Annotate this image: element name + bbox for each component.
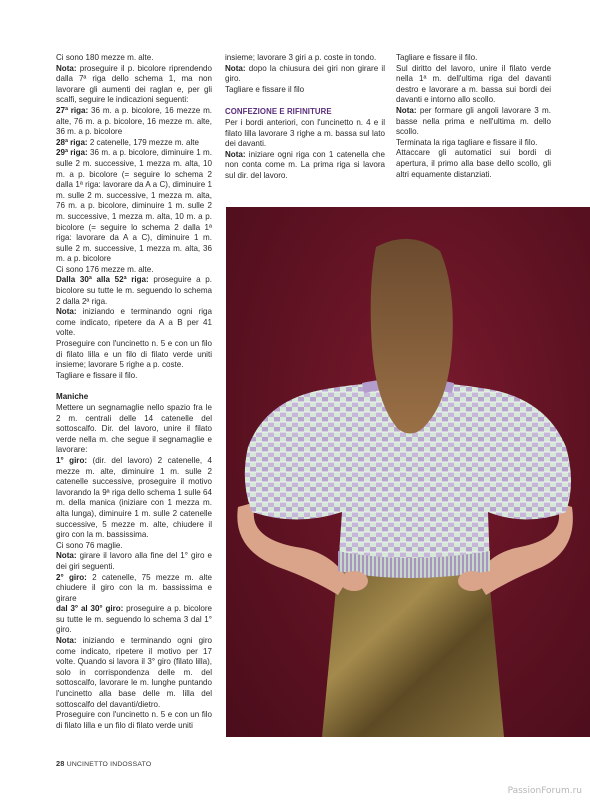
- paragraph: [225, 64, 385, 85]
- paragraph: Sul diritto del lavoro, unire il filato verde nella 1ª m. dell'ultima riga del davanti destro e lavorare a m. bassa sui bordi dei davanti e intorno allo scollo.: [396, 63, 551, 105]
- paragraph-text: 36 m. a p. bicolore, 16 mezze m. alte, 76 m. a p. bicolore, 16 mezze m. alte, 36 m. a p. bicolore: [56, 105, 213, 137]
- row-label: 29ª riga:: [56, 148, 88, 158]
- page-number: 28: [56, 759, 65, 768]
- model-back-illustration: [226, 207, 590, 737]
- round-label: 1° giro:: [56, 455, 88, 465]
- paragraph: [56, 636, 212, 710]
- note-label: Nota:: [225, 63, 246, 73]
- paragraph: Terminata la riga tagliare e fissare il filo.: [396, 137, 538, 147]
- text-column-3: [396, 53, 551, 180]
- paragraph-text: per formare gli angoli lavorare 3 m. basse nella prima e nell'ultima m. dello scollo.: [396, 105, 551, 137]
- paragraph-text: iniziando e terminando ogni riga come indicato, ripetere da A a B per 41 volte.: [56, 307, 212, 338]
- paragraph-text: (dir. del lavoro) 2 catenelle, 4 mezze m. alte, diminuire 1 m. sulle 2 catenelle successive, proseguire il motivo lavorando la 9ª riga dello schema 1 sulle 64 m. della manica (iniziare con 1 mezza m. alta lunga), diminuire 1 m. sulle 2 catenelle successive, 5 mezze m. alte, chiudere il giro con la m. bassissima.: [56, 455, 212, 540]
- note-label: Nota:: [56, 63, 77, 73]
- paragraph: Ci sono 176 mezze m. alte.: [56, 264, 154, 274]
- paragraph: Ci sono 76 maglie.: [56, 540, 123, 550]
- paragraph: [225, 150, 385, 182]
- paragraph: [56, 551, 212, 572]
- paragraph-text: proseguire a p. bicolore su tutte le m. seguendo lo schema 3 dal 1° giro.: [56, 604, 212, 635]
- paragraph: Attaccare gli automatici sui bordi di apertura, il primo alla base dello scollo, gli altri equamente distanziati.: [396, 148, 551, 179]
- paragraph-text: iniziando e terminando ogni giro come indicato, ripetere il motivo per 17 volte. Quando si lavora il 3° giro (filato lilla), solo in corrispondenza delle m. del sottoscalfo, lavorare le m. lunghe puntando l'uncinetto alla base delle m. lilla del sottoscalfo del davanti/dietro.: [56, 636, 212, 709]
- paragraph: [56, 106, 212, 138]
- note-label: Nota:: [56, 551, 77, 561]
- paragraph-text: 2 catenelle, 75 mezze m. alte chiudere il giro con la m. bassissima e girare: [56, 572, 213, 603]
- paragraph: Ci sono 180 mezze m. alte.: [56, 53, 154, 62]
- paragraph: [56, 604, 212, 636]
- note-label: Nota:: [56, 636, 77, 646]
- paragraph: Proseguire con l'uncinetto n. 5 e con un filo di filato lilla e un filo di filato verde uniti: [56, 710, 212, 730]
- paragraph: [56, 275, 212, 307]
- text-column-1: [56, 53, 212, 731]
- paragraph-text: proseguire il p. bicolore riprendendo dalla 7ª riga dello schema 1, ma non lavorare gli aumenti dei raglan e, per gli scalfi, seguire le indicazioni seguenti:: [56, 63, 212, 105]
- round-label: dal 3° al 30° giro:: [56, 604, 124, 614]
- section-heading-maniche: Maniche: [56, 392, 89, 402]
- paragraph: [56, 573, 212, 605]
- row-label: Dalla 30ª alla 52ª riga:: [56, 275, 149, 285]
- text-column-2: [225, 53, 385, 182]
- paragraph: Proseguire con l'uncinetto n. 5 e con un filo di filato lilla e un filo di filato verde uniti insieme; lavorare 5 righe a p. coste.: [56, 339, 212, 370]
- watermark: PassionForum.ru: [507, 786, 582, 796]
- paragraph: [56, 456, 212, 541]
- note-label: Nota:: [225, 149, 246, 159]
- section-heading-confezione: CONFEZIONE E RIFINITURE: [225, 107, 332, 117]
- paragraph: [56, 148, 212, 265]
- paragraph: Per i bordi anteriori, con l'uncinetto n. 4 e il filato lilla lavorare 3 righe a m. bassa sul lato dei davanti.: [225, 117, 385, 149]
- magazine-name: UNCINETTO INDOSSATO: [66, 761, 152, 768]
- model-photo: [226, 207, 590, 737]
- paragraph: Mettere un segnamaglie nello spazio fra le 2 m. centrali delle 14 catenelle del sottoscalfo. Dir. del lavoro, unire il filato verde nella m. che segue il segnamaglie e lavorare:: [56, 403, 212, 455]
- page-footer: [56, 759, 151, 768]
- paragraph-text: iniziare ogni riga con 1 catenella che non conta come m. La prima riga si lavora sul dir. del lavoro.: [225, 149, 385, 180]
- right-hand: [458, 571, 486, 591]
- row-label: 27ª riga:: [56, 105, 89, 115]
- paragraph: Tagliare e fissare il filo.: [396, 53, 478, 62]
- paragraph: insieme; lavorare 3 giri a p. coste in tondo.: [225, 53, 377, 62]
- paragraph: [396, 106, 551, 138]
- paragraph: Tagliare e fissare il filo.: [56, 370, 138, 380]
- paragraph-text: 2 catenelle, 179 mezze m. alte: [87, 137, 199, 147]
- paragraph: [56, 138, 212, 149]
- paragraph: [56, 307, 212, 339]
- left-hand: [340, 571, 368, 591]
- paragraph: [56, 64, 212, 106]
- paragraph-text: dopo la chiusura dei giri non girare il giro.: [225, 63, 385, 84]
- paragraph-text: proseguire a p. bicolore su tutte le m. seguendo lo schema 2 dalla 2ª riga.: [56, 275, 212, 306]
- paragraph: Tagliare e fissare il filo: [225, 84, 305, 94]
- paragraph-text: 36 m. a p. bicolore, diminuire 1 m. sulle 2 m. successive, 1 mezza m. alta, 10 m. a p. bicolore (= seguire lo schema 2 dalla 1ª riga: lavorare da A a C), diminuire 1 m. sulle 2 m. successive, 1 mezza m. alta, 76 m. a p. bicolore, diminuire 1 m. sulle 2 m. successive, 1 mezza m. alta, 10 m. a p. bicolore (= seguire lo schema 2 dalla 1ª riga: lavorare da A a C), diminuire 1 m. sulle 2 m. successive, 1 mezza m. alta, 36 m. a p. bicolore: [56, 148, 212, 264]
- note-label: Nota:: [396, 105, 417, 115]
- skirt-shape: [322, 567, 504, 737]
- paragraph-text: girare il lavoro alla fine del 1° giro e dei giri seguenti.: [56, 551, 212, 571]
- round-label: 2° giro:: [56, 572, 87, 582]
- note-label: Nota:: [56, 307, 77, 317]
- row-label: 28ª riga:: [56, 137, 88, 147]
